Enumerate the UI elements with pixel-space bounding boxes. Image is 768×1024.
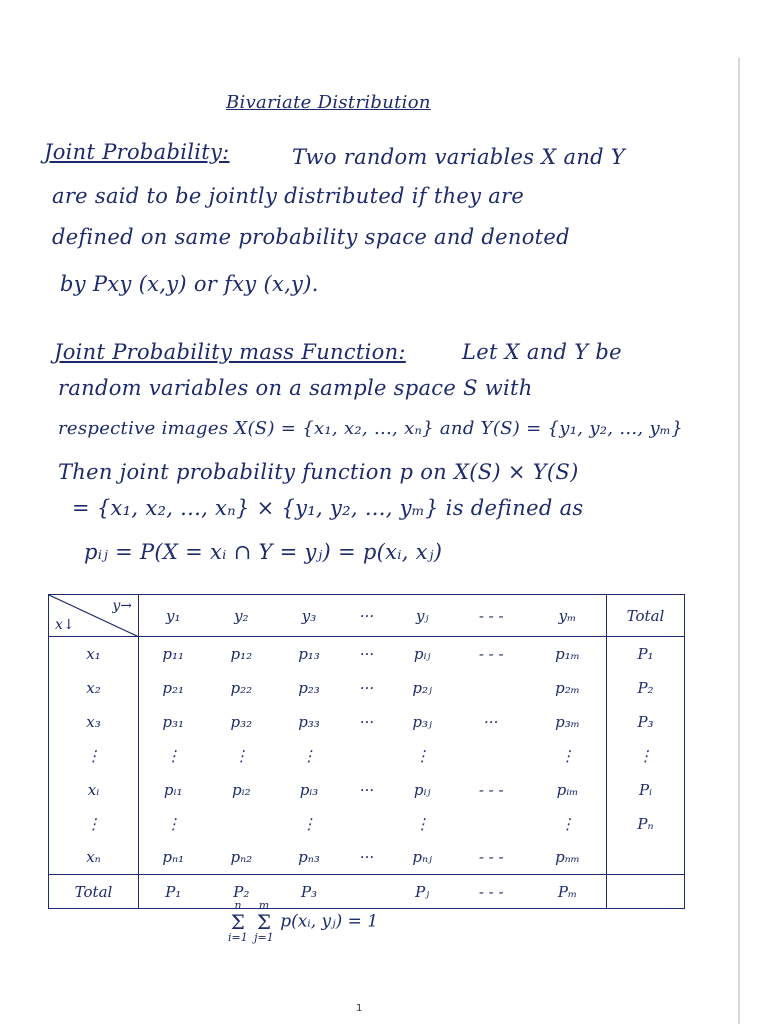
column-total: P₁ <box>139 875 208 909</box>
table-cell: - - - <box>478 644 504 663</box>
row-label: ⋮ <box>49 739 139 773</box>
table-row <box>49 807 685 841</box>
row-total <box>607 841 685 875</box>
table-cell: ⋮ <box>414 814 430 833</box>
pmf-heading: Joint Probability mass Function: <box>54 340 406 364</box>
sigma-j <box>254 900 274 944</box>
table-cell <box>343 807 391 841</box>
joint-probability-line-3: defined on same probability space and denoted <box>52 225 570 249</box>
row-total: ⋮ <box>607 739 685 773</box>
table-cell: - - - <box>478 848 504 867</box>
table-cell: p₃ₘ <box>555 712 580 731</box>
page-edge <box>738 58 740 1024</box>
row-total: Pᵢ <box>607 773 685 807</box>
grand-total <box>607 875 685 909</box>
sigma-symbol: Σ <box>256 910 272 934</box>
column-total: Pⱼ <box>391 875 453 909</box>
sigma-j-lower: j=1 <box>254 931 274 944</box>
page-number: 1 <box>356 1003 363 1014</box>
table-cell: pᵢ₂ <box>232 780 251 799</box>
table-cell: pₙ₁ <box>162 848 185 867</box>
sigma-j-upper: m <box>258 899 270 912</box>
column-header: y₁ <box>139 595 208 637</box>
table-cell: ⋮ <box>560 814 576 833</box>
column-header: ··· <box>343 595 391 637</box>
table-cell: ··· <box>359 848 375 867</box>
table-cell <box>208 807 276 841</box>
sum-formula <box>228 900 378 944</box>
table-cell: pᵢ₃ <box>299 780 319 799</box>
sigma-i-lower: i=1 <box>228 931 248 944</box>
table-row <box>49 739 685 773</box>
pmf-line-3: respective images X(S) = {x₁, x₂, ..., xₙ} and Y(S) = {y₁, y₂, ..., yₘ} <box>58 418 684 439</box>
table-row <box>49 841 685 875</box>
row-label: x₂ <box>49 671 139 705</box>
column-header: y₃ <box>275 595 343 637</box>
table-cell: ⋮ <box>560 746 576 765</box>
table-cell: pᵢⱼ <box>413 644 431 663</box>
pmf-line-2: random variables on a sample space S with <box>58 376 533 400</box>
table-cell: p₃₃ <box>298 712 320 731</box>
row-total: P₃ <box>607 705 685 739</box>
table-cell: p₂ₘ <box>555 678 580 697</box>
table-cell: p₁₁ <box>162 644 185 663</box>
table-cell: ··· <box>484 712 499 731</box>
sigma-i-upper: n <box>234 899 242 912</box>
corner-y-label: y→ <box>112 598 132 614</box>
joint-probability-line-1: Two random variables X and Y <box>292 145 626 169</box>
table-cell <box>453 671 529 705</box>
table-cell: p₃ⱼ <box>412 712 432 731</box>
table-cell: p₃₁ <box>162 712 185 731</box>
column-header: yₘ <box>529 595 606 637</box>
table-row <box>49 773 685 807</box>
table-cell: pₙⱼ <box>412 848 433 867</box>
table-cell: ⋮ <box>165 746 181 765</box>
table-cell: p₂₃ <box>298 678 320 697</box>
page-title: Bivariate Distribution <box>226 92 431 113</box>
column-total: Pₘ <box>529 875 606 909</box>
table-row <box>49 705 685 739</box>
sigma-symbol: Σ <box>230 910 245 934</box>
table-cell: ··· <box>359 780 375 799</box>
table-cell: pᵢ₁ <box>163 780 183 799</box>
row-total: P₁ <box>607 637 685 671</box>
table-cell: p₃₂ <box>230 712 253 731</box>
joint-probability-heading: Joint Probability: <box>44 140 230 164</box>
table-cell: p₂ⱼ <box>412 678 432 697</box>
table-cell: pₙₘ <box>555 848 580 867</box>
table-cell: p₁ₘ <box>555 644 580 663</box>
total-row-label: Total <box>49 875 139 909</box>
table-cell: pₙ₃ <box>298 848 320 867</box>
column-total: P₂ <box>208 875 276 909</box>
pmf-line-1: Let X and Y be <box>462 340 622 364</box>
row-label: xₙ <box>49 841 139 875</box>
table-cell: pₙ₂ <box>230 848 253 867</box>
table-corner-cell <box>49 595 139 637</box>
table-cell: ⋮ <box>301 814 317 833</box>
column-header: yⱼ <box>391 595 453 637</box>
table-cell: p₂₁ <box>162 678 185 697</box>
table-cell <box>453 807 529 841</box>
sigma-i <box>228 900 248 944</box>
table-cell: ··· <box>359 712 375 731</box>
table-cell: p₁₃ <box>298 644 320 663</box>
table-cell: ··· <box>359 644 375 663</box>
total-column-header: Total <box>607 595 685 637</box>
table-cell: p₂₂ <box>230 678 253 697</box>
joint-probability-line-2: are said to be jointly distributed if they are <box>52 184 525 208</box>
column-total: - - - <box>453 875 529 909</box>
row-label: ⋮ <box>49 807 139 841</box>
table-cell: ⋮ <box>414 746 430 765</box>
table-cell: p₁₂ <box>230 644 253 663</box>
column-header: - - - <box>453 595 529 637</box>
column-header: y₂ <box>208 595 276 637</box>
joint-probability-line-4: by Pxy (x,y) or fxy (x,y). <box>60 272 319 296</box>
corner-x-label: x↓ <box>55 617 75 633</box>
table-cell: pᵢⱼ <box>413 780 431 799</box>
table-cell: ⋮ <box>301 746 317 765</box>
table-cell <box>343 739 391 773</box>
table-cell: - - - <box>478 780 504 799</box>
joint-probability-table <box>48 594 685 909</box>
table-cell: ··· <box>359 678 375 697</box>
row-total: P₂ <box>607 671 685 705</box>
column-total: P₃ <box>275 875 343 909</box>
table-header-row <box>49 595 685 637</box>
pmf-line-4: Then joint probability function p on X(S) × Y(S) <box>58 460 579 484</box>
table-row <box>49 671 685 705</box>
table-cell <box>453 739 529 773</box>
row-label: x₃ <box>49 705 139 739</box>
sum-body: p(xᵢ, yⱼ) = 1 <box>280 911 379 932</box>
table-cell: ⋮ <box>233 746 249 765</box>
table-cell: ⋮ <box>165 814 181 833</box>
row-total: Pₙ <box>607 807 685 841</box>
pmf-line-5: = {x₁, x₂, ..., xₙ} × {y₁, y₂, ..., yₘ} is defined as <box>72 496 584 520</box>
row-label: x₁ <box>49 637 139 671</box>
pmf-definition: pᵢⱼ = P(X = xᵢ ∩ Y = yⱼ) = p(xᵢ, xⱼ) <box>84 540 443 564</box>
table-row <box>49 637 685 671</box>
table-cell: pᵢₘ <box>556 780 579 799</box>
row-label: xᵢ <box>49 773 139 807</box>
